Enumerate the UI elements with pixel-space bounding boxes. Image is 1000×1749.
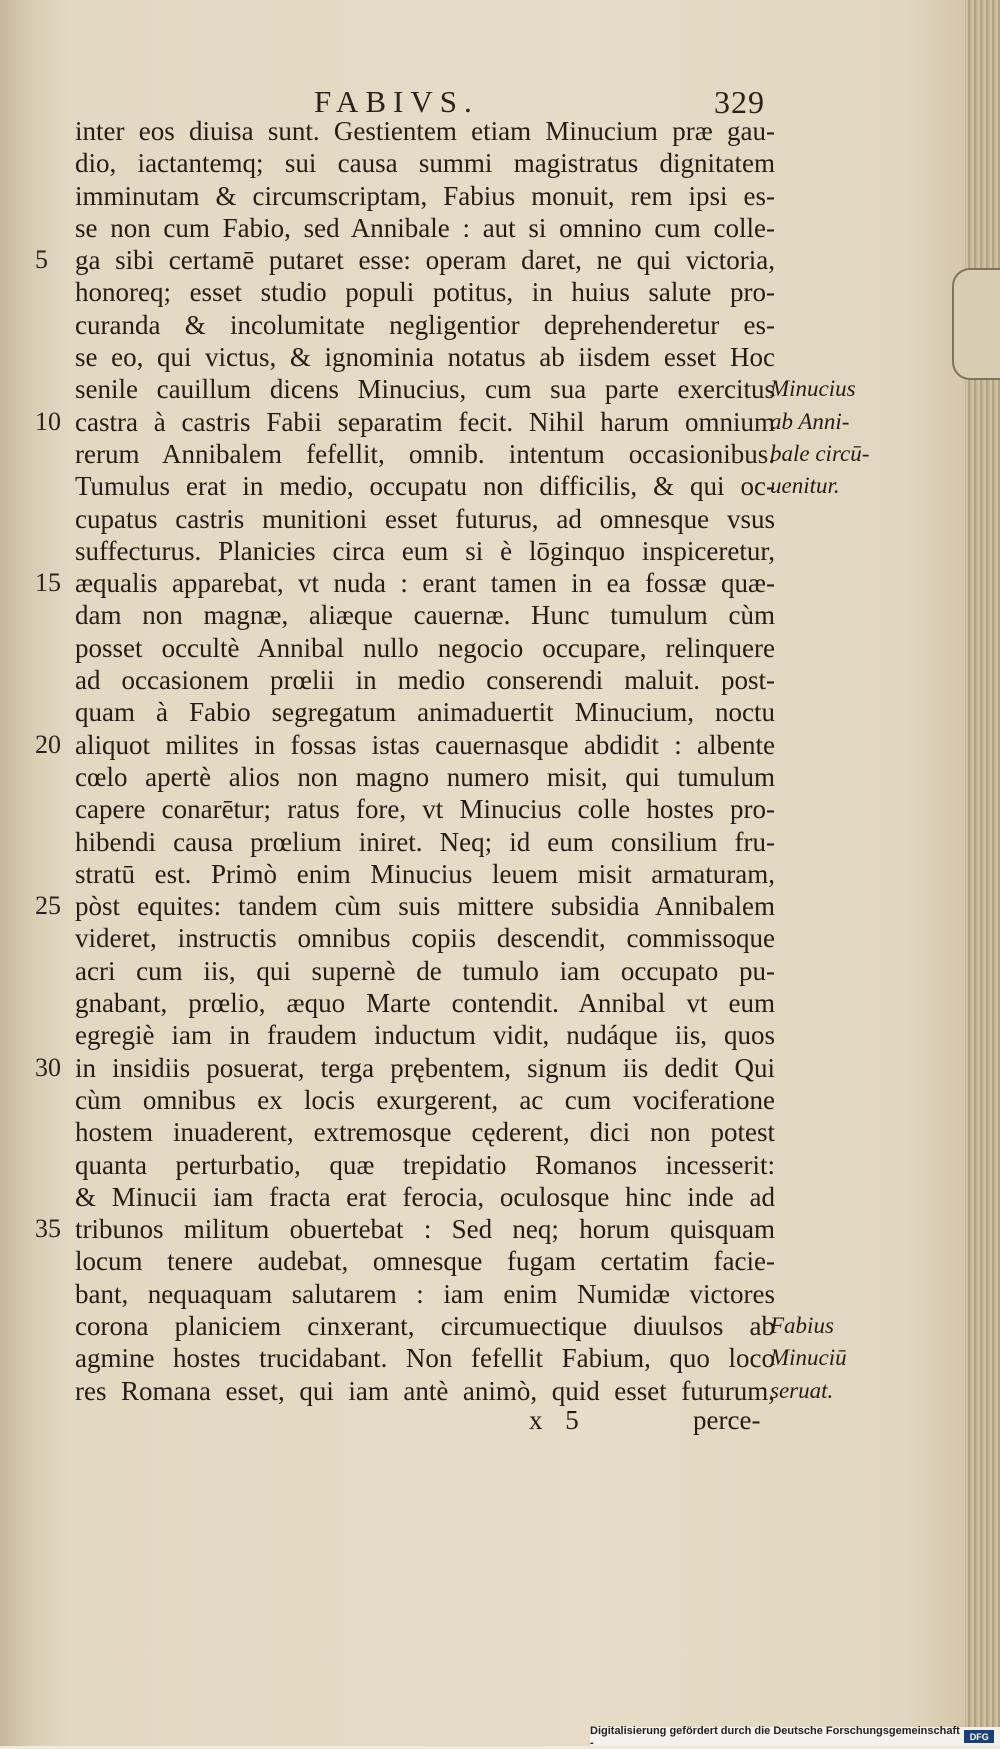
line-number: 25 (35, 891, 61, 921)
margin-note: Fabius (770, 1313, 834, 1339)
line-text: castra à castris Fabii separatim fecit. Nihil harum omnium (75, 406, 775, 437)
line-text: locum tenere audebat, omnesque fugam certatim facie- (75, 1246, 775, 1277)
text-line (75, 535, 775, 567)
text-line (75, 599, 775, 631)
footer-credit: Digitalisierung gefördert durch die Deutsche Forschungsgemeinschaft - (590, 1724, 960, 1749)
text-line (75, 470, 775, 502)
line-text: suffecturus. Planicies circa eum si è lōginquo inspiceretur, (75, 535, 775, 566)
line-text: egregiè iam in fraudem inductum vidit, nudáque iis, quos (75, 1020, 775, 1051)
text-line (75, 276, 775, 308)
text-line (75, 793, 775, 825)
margin-note: uenitur. (770, 473, 840, 499)
line-text: posset occultè Annibal nullo negocio occupare, relinquere (75, 632, 775, 663)
text-line (75, 438, 775, 470)
text-line (75, 632, 775, 664)
line-text: tribunos militum obuertebat : Sed neq; horum quisquam (75, 1214, 775, 1245)
line-text: corona planiciem cinxerant, circumuectique diuulsos ab (75, 1310, 775, 1341)
text-line (75, 1116, 775, 1148)
text-line (75, 1181, 775, 1213)
catchword: perce- (693, 1405, 761, 1435)
text-line (35, 1052, 775, 1084)
digitization-footer (590, 1724, 1000, 1749)
line-text: dio, iactantemq; sui causa summi magistratus dignitatem (75, 148, 775, 179)
line-text: æqualis apparebat, vt nuda : erant tamen in ea fossæ quæ- (75, 568, 775, 599)
line-text: senile cauillum dicens Minucius, cum sua parte exercitus (75, 374, 775, 405)
line-text: ad occasionem prœlii in medio conserendi maluit. post- (75, 665, 775, 696)
margin-note: seruat. (770, 1377, 834, 1403)
margin-note: Minucius (770, 376, 856, 402)
text-line (75, 503, 775, 535)
text-line (35, 244, 775, 276)
line-text: cœlo apertè alios non magno numero misit, qui tumulum (75, 761, 775, 792)
text-line (75, 696, 775, 728)
main-text (35, 115, 775, 1407)
line-number: 15 (35, 568, 61, 598)
text-line (75, 955, 775, 987)
text-line (75, 1149, 775, 1181)
text-line (75, 1342, 775, 1374)
line-text: honoreq; esset studio populi potitus, in huius salute pro- (75, 277, 775, 308)
line-text: hibendi causa prœlium iniret. Neq; id eum consilium fru- (75, 826, 775, 857)
line-text: imminutam & circumscriptam, Fabius monuit, rem ipsi es- (75, 180, 775, 211)
line-text: agmine hostes trucidabant. Non fefellit Fabium, quo loco (75, 1343, 775, 1374)
line-text: quanta perturbatio, quæ trepidatio Romanos incesserit: (75, 1149, 775, 1180)
text-line (75, 180, 775, 212)
line-number: 5 (35, 245, 48, 275)
text-line (75, 1375, 775, 1407)
text-line (75, 341, 775, 373)
text-line (75, 373, 775, 405)
margin-note: Minuciū (770, 1345, 847, 1371)
line-text: dam non magnæ, aliæque cauernæ. Hunc tumulum cùm (75, 600, 775, 631)
line-text: gnabant, prœlio, æquo Marte contendit. Annibal vt eum (75, 988, 775, 1019)
line-text: quam à Fabio segregatum animaduertit Minucium, noctu (75, 697, 775, 728)
text-line (75, 115, 775, 147)
text-line (75, 1019, 775, 1051)
text-line (75, 664, 775, 696)
text-line (75, 1310, 775, 1342)
running-head: FABIVS. (314, 84, 479, 119)
text-line (35, 729, 775, 761)
margin-note: bale circū- (770, 441, 870, 466)
text-line (75, 212, 775, 244)
margin-note: ab Anni- (770, 408, 850, 434)
line-text: cupatus castris munitioni esset futurus, ad omnesque vsus (75, 503, 775, 534)
line-number: 35 (35, 1214, 61, 1244)
line-text: inter eos diuisa sunt. Gestientem etiam Minucium præ gau- (75, 116, 775, 146)
line-text: se eo, qui victus, & ignominia notatus ab iisdem esset Hoc (75, 342, 775, 373)
text-line (75, 1084, 775, 1116)
text-line (75, 309, 775, 341)
text-line (35, 890, 775, 922)
line-text: se non cum Fabio, sed Annibale : aut si omnino cum colle- (75, 212, 775, 243)
text-line (75, 826, 775, 858)
line-text: in insidiis posuerat, terga prębentem, signum iis dedit Qui (75, 1052, 775, 1083)
line-text: capere conarētur; ratus fore, vt Minucius colle hostes pro- (75, 794, 775, 825)
line-text: hostem inuaderent, extremosque cęderent, dici non potest (75, 1117, 775, 1148)
line-text: & Minucii iam fracta erat ferocia, oculosque hinc inde ad (75, 1181, 775, 1212)
page-tab-marker (952, 268, 1000, 380)
text-line (35, 567, 775, 599)
text-line (75, 987, 775, 1019)
line-text: bant, nequaquam salutarem : iam enim Numidæ victores (75, 1278, 775, 1309)
text-line (35, 1213, 775, 1245)
text-line (75, 1278, 775, 1310)
line-number: 20 (35, 729, 61, 759)
line-text: cùm omnibus ex locis exurgerent, ac cum vociferatione (75, 1084, 775, 1115)
text-line (75, 922, 775, 954)
line-text: aliquot milites in fossas istas cauernasque abdidit : albente (75, 729, 775, 760)
text-line (75, 1245, 775, 1277)
line-text: Tumulus erat in medio, occupatu non difficilis, & qui oc- (75, 471, 775, 502)
line-number: 10 (35, 406, 61, 436)
text-line (75, 147, 775, 179)
line-text: acri cum iis, qui supernè de tumulo iam occupato pu- (75, 955, 775, 986)
line-text: pòst equites: tandem cùm suis mittere subsidia Annibalem (75, 891, 775, 922)
line-text: curanda & incolumitate negligentior deprehenderetur es- (75, 309, 775, 340)
dfg-logo-icon: DFG (964, 1730, 994, 1743)
line-text: ga sibi certamē putaret esse: operam daret, ne qui victoria, (75, 245, 775, 276)
page-number: 329 (714, 84, 765, 120)
line-number: 30 (35, 1052, 61, 1082)
line-text: rerum Annibalem fefellit, omnib. intentum occasionibus. (75, 438, 775, 469)
book-edge (965, 0, 1000, 1746)
line-text: videret, instructis omnibus copiis descendit, commissoque (75, 923, 775, 954)
text-line (75, 858, 775, 890)
line-text: res Romana esset, qui iam antè animò, quid esset futurum, (75, 1375, 775, 1406)
text-line (35, 406, 775, 438)
text-line (75, 761, 775, 793)
line-text: stratū est. Primò enim Minucius leuem misit armaturam, (75, 858, 775, 889)
signature-mark: x 5 (529, 1405, 587, 1435)
